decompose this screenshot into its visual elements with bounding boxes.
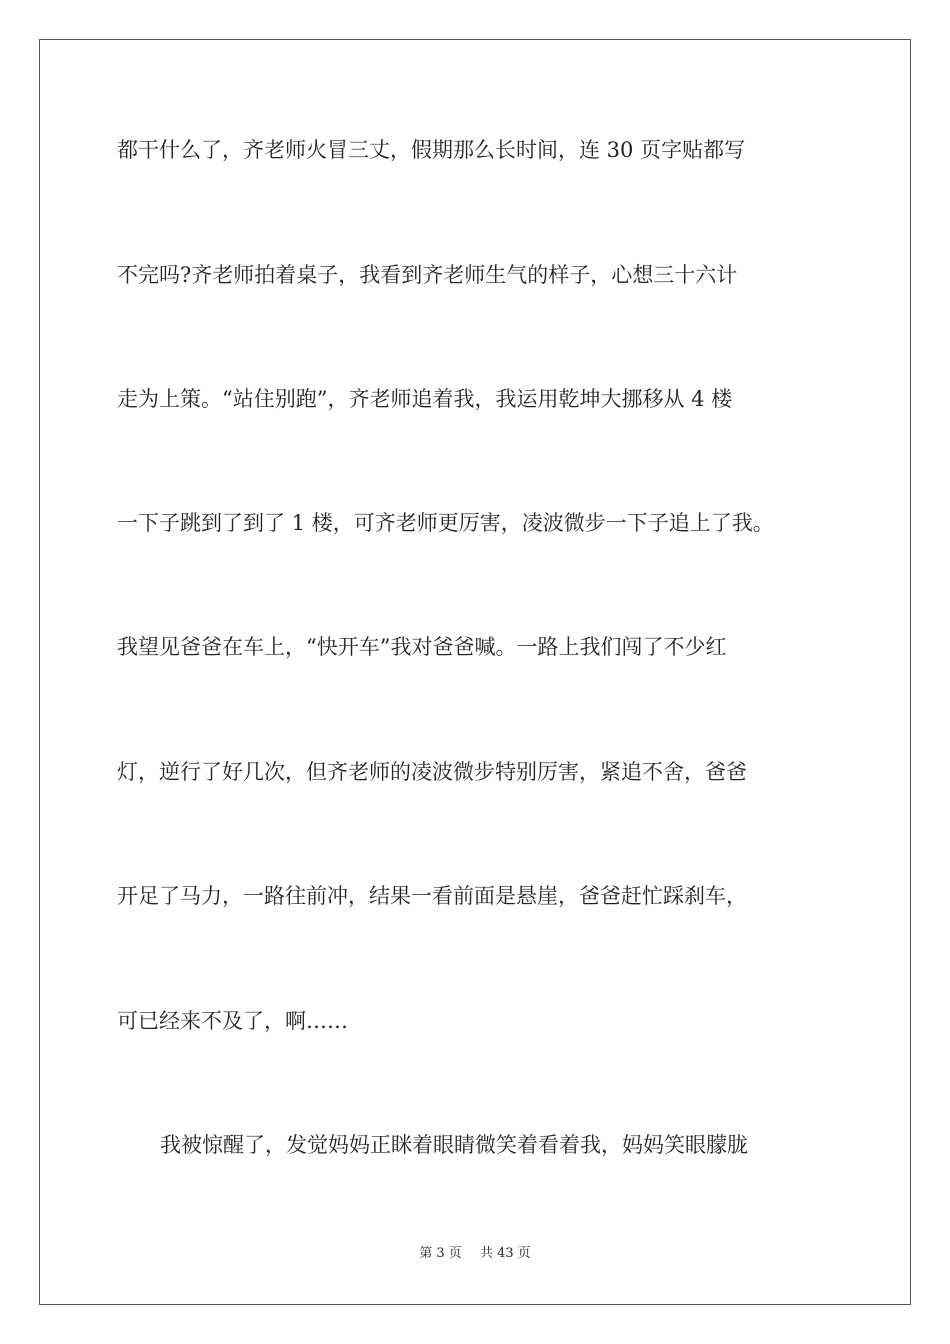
page-border — [39, 39, 911, 1305]
text-line: 可已经来不及了，啊…… — [117, 1009, 348, 1033]
page-total: 共 43 页 — [479, 1246, 531, 1261]
text-line: 灯，逆行了好几次，但齐老师的凌波微步特别厉害，紧追不舍，爸爸 — [117, 760, 747, 784]
page-footer — [0, 1242, 950, 1261]
text-line: 不完吗?齐老师拍着桌子，我看到齐老师生气的样子，心想三十六计 — [117, 263, 738, 287]
text-line: 我望见爸爸在车上，“快开车”我对爸爸喊。一路上我们闯了不少红 — [117, 635, 727, 659]
text-line: 都干什么了，齐老师火冒三丈，假期那么长时间，连 30 页字贴都写 — [117, 138, 746, 162]
text-line: 走为上策。“站住别跑”，齐老师追着我，我运用乾坤大挪移从 4 楼 — [117, 387, 733, 411]
paragraph-first-line: 我被惊醒了，发觉妈妈正眯着眼睛微笑着看着我，妈妈笑眼朦胧 — [160, 1133, 748, 1157]
text-line: 开足了马力，一路往前冲，结果一看前面是悬崖，爸爸赶忙踩刹车， — [117, 884, 747, 908]
page-number: 第 3 页 — [419, 1246, 462, 1261]
text-line: 一下子跳到了到了 1 楼，可齐老师更厉害，凌波微步一下子追上了我。 — [117, 511, 774, 535]
